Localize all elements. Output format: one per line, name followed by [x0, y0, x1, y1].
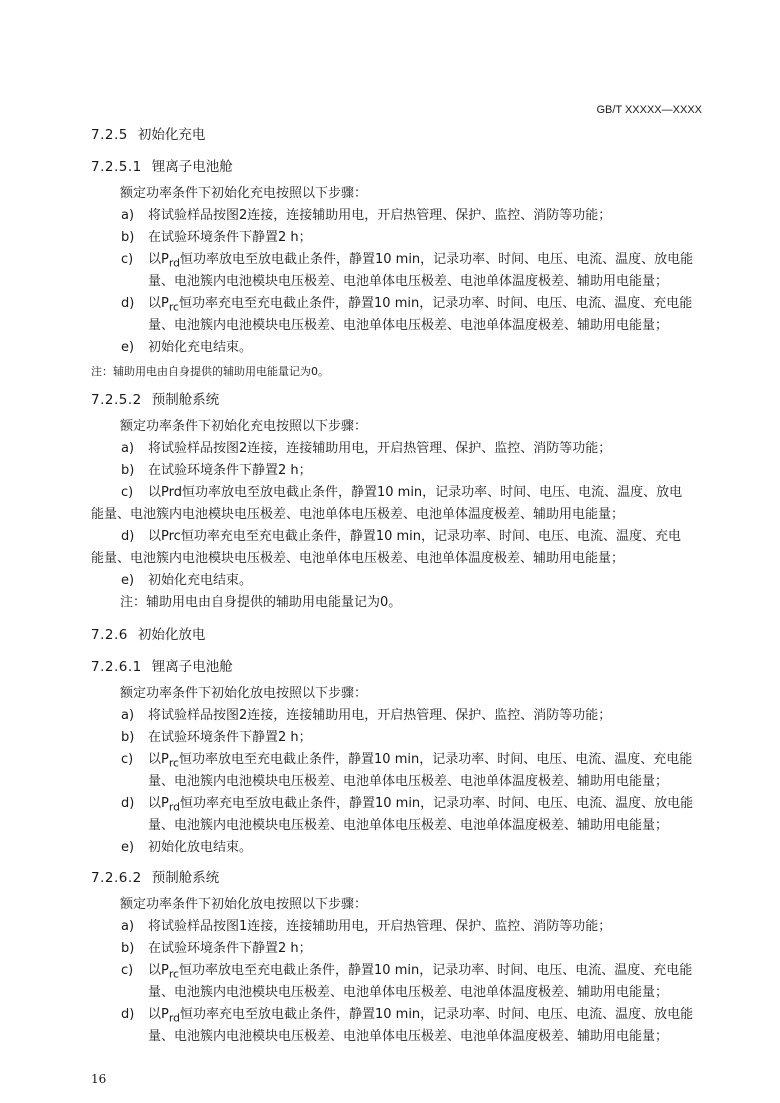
list-text: 在试验环境条件下静置2 h；	[148, 230, 312, 245]
heading-title: 预制舱系统	[151, 392, 220, 408]
heading-number: 7.2.6	[91, 627, 128, 643]
heading-title: 预制舱系统	[151, 870, 220, 886]
heading-number: 7.2.6.1	[91, 659, 142, 675]
subscript: rd	[168, 256, 180, 270]
heading-title: 初始化放电	[137, 627, 206, 643]
list-text: 在试验环境条件下静置2 h；	[148, 463, 312, 478]
list-label: a)	[121, 708, 135, 723]
heading-7-2-6	[91, 623, 205, 643]
heading-number: 7.2.5	[91, 127, 128, 143]
text-part: 以P	[148, 252, 169, 267]
list-label: c)	[121, 485, 134, 500]
list-text: 以Prc恒功率充电至充电截止条件，静置10 min，记录功率、时间、电压、电流、温度、充电	[148, 529, 682, 544]
list-label: e)	[121, 340, 135, 355]
heading-7-2-5-1	[91, 155, 233, 175]
list-label: c)	[121, 963, 134, 978]
list-label: d)	[121, 529, 135, 544]
paragraph-intro: 额定功率条件下初始化充电按照以下步骤：	[120, 186, 368, 201]
text-part: 恒功率放电至充电截止条件，静置10 min，记录功率、时间、电压、电流、温度、充电能	[179, 963, 693, 978]
text-part: 恒功率放电至充电截止条件，静置10 min，记录功率、时间、电压、电流、温度、充电能	[179, 752, 693, 767]
heading-7-2-6-2	[91, 866, 219, 886]
text-part: 以P	[148, 296, 169, 311]
page-number: 16	[91, 1072, 107, 1086]
subscript: rd	[168, 1011, 180, 1025]
subscript: rc	[168, 756, 180, 770]
heading-number: 7.2.5.2	[91, 392, 142, 408]
list-label: d)	[121, 1007, 135, 1022]
list-label: c)	[121, 252, 134, 267]
text-part: 以P	[148, 1007, 169, 1022]
heading-title: 锂离子电池舱	[151, 659, 233, 675]
text-part: 恒功率放电至放电截止条件，静置10 min，记录功率、时间、电压、电流、温度、放电能	[179, 252, 694, 267]
list-text: 初始化充电结束。	[148, 573, 253, 588]
heading-7-2-5	[91, 123, 205, 143]
list-text: 初始化充电结束。	[148, 340, 253, 355]
text-part: 以P	[148, 796, 169, 811]
paragraph-intro: 额定功率条件下初始化充电按照以下步骤：	[120, 419, 368, 434]
heading-number: 7.2.5.1	[91, 159, 142, 175]
list-label: a)	[121, 441, 135, 456]
list-text: 将试验样品按图2连接，连接辅助用电，开启热管理、保护、监控、消防等功能；	[148, 708, 612, 723]
list-label: e)	[121, 840, 135, 855]
list-text: 以Prd恒功率放电至放电截止条件，静置10 min，记录功率、时间、电压、电流、温度、放电	[148, 485, 683, 500]
heading-number: 7.2.6.2	[91, 870, 142, 886]
list-label: b)	[121, 941, 135, 956]
subscript: rd	[168, 800, 180, 814]
list-label: d)	[121, 796, 135, 811]
list-label: b)	[121, 463, 135, 478]
list-label: e)	[121, 573, 135, 588]
list-label: b)	[121, 730, 135, 745]
list-label: c)	[121, 752, 134, 767]
note: 注：辅助用电由自身提供的辅助用电能量记为0。	[120, 595, 402, 610]
list-text: 将试验样品按图2连接，连接辅助用电，开启热管理、保护、监控、消防等功能；	[148, 441, 612, 456]
list-text-continuation: 量、电池簇内电池模块电压极差、电池单体电压极差、电池单体温度极差、辅助用电能量；	[148, 274, 669, 289]
list-label: d)	[121, 296, 135, 311]
list-label: b)	[121, 230, 135, 245]
list-text-continuation: 量、电池簇内电池模块电压极差、电池单体电压极差、电池单体温度极差、辅助用电能量；	[148, 1029, 669, 1044]
text-part: 恒功率充电至放电截止条件，静置10 min，记录功率、时间、电压、电流、温度、放电能	[179, 796, 694, 811]
heading-title: 锂离子电池舱	[151, 159, 233, 175]
heading-title: 初始化充电	[137, 127, 206, 143]
heading-7-2-6-1	[91, 655, 233, 675]
list-text-continuation: 量、电池簇内电池模块电压极差、电池单体电压极差、电池单体温度极差、辅助用电能量；	[148, 318, 669, 333]
list-text: 在试验环境条件下静置2 h；	[148, 730, 312, 745]
text-part: 以P	[148, 963, 169, 978]
list-text-continuation: 能量、电池簇内电池模块电压极差、电池单体电压极差、电池单体温度极差、辅助用电能量；	[91, 551, 625, 566]
list-text: 初始化放电结束。	[148, 840, 253, 855]
list-label: a)	[121, 919, 135, 934]
text-part: 恒功率充电至放电截止条件，静置10 min，记录功率、时间、电压、电流、温度、放电能	[179, 1007, 694, 1022]
list-label: a)	[121, 208, 135, 223]
text-part: 以P	[148, 752, 169, 767]
list-text: 将试验样品按图2连接，连接辅助用电，开启热管理、保护、监控、消防等功能；	[148, 208, 612, 223]
subscript: rc	[168, 300, 180, 314]
list-text-continuation: 能量、电池簇内电池模块电压极差、电池单体电压极差、电池单体温度极差、辅助用电能量；	[91, 507, 625, 522]
note: 注：辅助用电由自身提供的辅助用电能量记为0。	[91, 365, 329, 378]
list-text-continuation: 量、电池簇内电池模块电压极差、电池单体电压极差、电池单体温度极差、辅助用电能量；	[148, 818, 669, 833]
heading-7-2-5-2	[91, 388, 219, 408]
subscript: rc	[168, 967, 180, 981]
document-code: GB/T XXXXX—XXXX	[596, 104, 702, 116]
list-text-continuation: 量、电池簇内电池模块电压极差、电池单体电压极差、电池单体温度极差、辅助用电能量；	[148, 774, 669, 789]
paragraph-intro: 额定功率条件下初始化放电按照以下步骤：	[120, 897, 368, 912]
list-text-continuation: 量、电池簇内电池模块电压极差、电池单体电压极差、电池单体温度极差、辅助用电能量；	[148, 985, 669, 1000]
list-text: 在试验环境条件下静置2 h；	[148, 941, 312, 956]
list-text: 将试验样品按图1连接，连接辅助用电，开启热管理、保护、监控、消防等功能；	[148, 919, 612, 934]
paragraph-intro: 额定功率条件下初始化放电按照以下步骤：	[120, 686, 368, 701]
text-part: 恒功率充电至充电截止条件，静置10 min，记录功率、时间、电压、电流、温度、充电能	[179, 296, 693, 311]
